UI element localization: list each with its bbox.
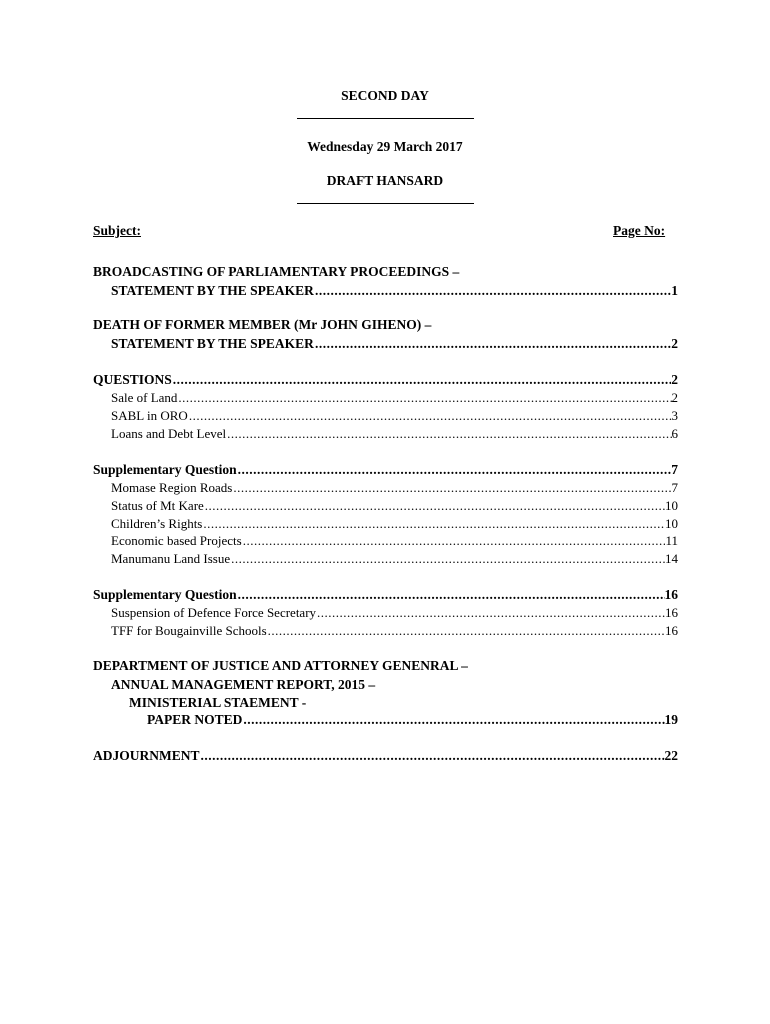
entry-page-number: 2 (671, 336, 678, 351)
entry-page-number: 16 (665, 623, 678, 638)
entry-justice-paper-noted (147, 712, 678, 728)
leader-dots (242, 533, 666, 549)
entry-text: STATEMENT BY THE SPEAKER (111, 283, 314, 298)
entry-page-number: 7 (671, 480, 678, 495)
leader-dots (314, 283, 671, 299)
entry-broadcasting-title: BROADCASTING OF PARLIAMENTARY PROCEEDINGS – (93, 264, 460, 279)
leader-dots (202, 516, 665, 532)
day-heading: SECOND DAY (341, 88, 429, 103)
entry-text: Status of Mt Kare (111, 498, 204, 513)
entry-text: Children’s Rights (111, 516, 203, 531)
entry-page-number: 16 (664, 587, 678, 602)
entry-text: TFF for Bougainville Schools (111, 623, 267, 638)
entry-justice-title: DEPARTMENT OF JUSTICE AND ATTORNEY GENENRAL – (93, 658, 468, 673)
page-number-column-header: Page No: (613, 223, 666, 238)
entry-page-number: 6 (671, 426, 678, 441)
supplementary-item (111, 498, 678, 514)
entry-page-number: 16 (665, 605, 678, 620)
heading-rule-top (297, 118, 474, 119)
supplementary-item (111, 605, 678, 621)
entry-text: Suspension of Defence Force Secretary (111, 605, 317, 620)
entry-text: Economic based Projects (111, 533, 242, 548)
entry-text: Supplementary Question (93, 462, 237, 477)
entry-page-number: 1 (671, 283, 678, 298)
entry-death-statement (111, 336, 678, 352)
entry-text: Manumanu Land Issue (111, 551, 231, 566)
entry-text: Supplementary Question (93, 587, 237, 602)
entry-text: Momase Region Roads (111, 480, 233, 495)
heading-rule-bottom (297, 203, 474, 204)
leader-dots (177, 390, 671, 406)
entry-justice-report: ANNUAL MANAGEMENT REPORT, 2015 – (111, 677, 376, 692)
entry-text: QUESTIONS (93, 372, 172, 387)
entry-page-number: 14 (665, 551, 678, 566)
entry-adjournment (93, 748, 678, 764)
supplementary-item (111, 516, 678, 532)
entry-questions (93, 372, 678, 388)
entry-page-number: 7 (671, 462, 678, 477)
leader-dots (237, 462, 672, 478)
entry-text: SABL in ORO (111, 408, 188, 423)
entry-death-title: DEATH OF FORMER MEMBER (Mr JOHN GIHENO) – (93, 317, 432, 332)
entry-broadcasting-statement (111, 283, 678, 299)
leader-dots (200, 748, 665, 764)
leader-dots (230, 551, 665, 567)
leader-dots (267, 623, 665, 639)
supplementary-item (111, 551, 678, 567)
entry-supplementary-question (93, 587, 678, 603)
leader-dots (188, 408, 672, 424)
supplementary-item (111, 533, 678, 549)
entry-page-number: 10 (665, 516, 678, 531)
entry-page-number: 11 (665, 533, 678, 548)
leader-dots (237, 587, 665, 603)
leader-dots (242, 712, 664, 728)
entry-text: STATEMENT BY THE SPEAKER (111, 336, 314, 351)
leader-dots (172, 372, 671, 388)
supplementary-item (111, 623, 678, 639)
document-type: DRAFT HANSARD (326, 173, 444, 188)
entry-justice-statement: MINISTERIAL STAEMENT - (129, 695, 307, 710)
question-item (111, 408, 678, 424)
entry-page-number: 2 (671, 372, 678, 387)
sitting-date: Wednesday 29 March 2017 (307, 139, 463, 154)
entry-page-number: 10 (665, 498, 678, 513)
question-item (111, 426, 678, 442)
leader-dots (232, 480, 671, 496)
entry-text: PAPER NOTED (147, 712, 243, 727)
subject-column-header: Subject: (93, 223, 141, 238)
leader-dots (314, 336, 671, 352)
leader-dots (226, 426, 671, 442)
question-item (111, 390, 678, 406)
leader-dots (204, 498, 665, 514)
entry-text: ADJOURNMENT (93, 748, 200, 763)
entry-text: Loans and Debt Level (111, 426, 227, 441)
entry-page-number: 2 (671, 390, 678, 405)
leader-dots (316, 605, 665, 621)
entry-page-number: 3 (671, 408, 678, 423)
supplementary-item (111, 480, 678, 496)
entry-page-number: 19 (664, 712, 678, 727)
entry-text: Sale of Land (111, 390, 178, 405)
entry-supplementary-question (93, 462, 678, 478)
entry-page-number: 22 (664, 748, 678, 763)
